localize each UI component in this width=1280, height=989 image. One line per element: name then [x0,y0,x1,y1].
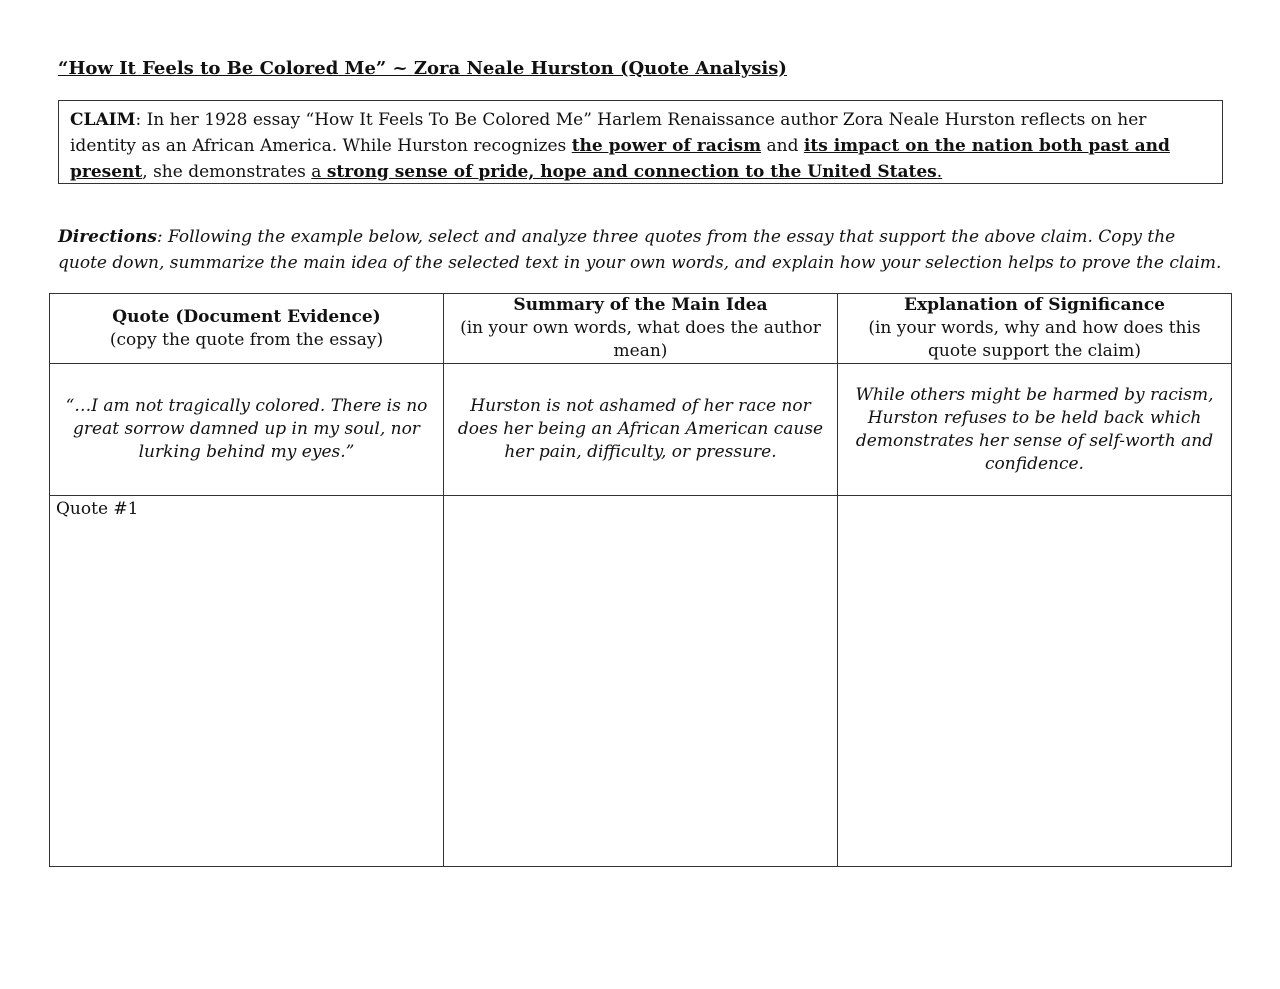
header-summary-subtitle: (in your own words, what does the author mean) [460,318,821,361]
analysis-table [49,293,1232,867]
quote-1-summary-cell[interactable] [444,496,838,867]
claim-text-1: : In her 1928 essay “How It Feels To Be Colored Me” Harlem Renaissance author Zora Neale Hurston reflects on her identity as an African America. While Hurston recognizes [70,110,1147,156]
header-summary [444,294,838,364]
claim-box [58,100,1223,184]
directions [58,224,1228,276]
quote-1-cell[interactable] [50,496,444,867]
claim-emphasis-suffix: . [936,162,943,182]
claim-text-3: , she demonstrates [142,162,312,182]
header-summary-title: Summary of the Main Idea [513,295,768,315]
claim-emphasis-racism: the power of racism [571,136,762,156]
header-quote [50,294,444,364]
page-title: “How It Feels to Be Colored Me” ~ Zora Neale Hurston (Quote Analysis) [58,58,787,79]
claim-emphasis-pride: strong sense of pride, hope and connection to the United States [326,162,937,182]
directions-text: : Following the example below, select and analyze three quotes from the essay that support the above claim. Copy the quote down, summarize the main idea of the selected text in your own words, and explain how your selection helps to prove the claim. [58,227,1222,273]
header-quote-subtitle: (copy the quote from the essay) [109,329,384,350]
claim-emphasis-prefix: a [311,162,327,182]
example-quote: “…I am not tragically colored. There is no great sorrow damned up in my soul, nor lurking behind my eyes.” [50,364,444,496]
quote-1-row [50,496,1232,867]
example-significance: While others might be harmed by racism, Hurston refuses to be held back which demonstrates her sense of self-worth and confidence. [838,364,1232,496]
header-significance-title: Explanation of Significance [903,295,1166,315]
quote-1-significance-cell[interactable] [838,496,1232,867]
header-significance [838,294,1232,364]
header-significance-subtitle: (in your words, why and how does this quote support the claim) [868,318,1201,361]
claim-text-2: and [761,136,804,156]
example-row [50,364,1232,496]
claim-label: CLAIM [70,110,136,130]
directions-label: Directions [58,227,157,247]
claim-emphasis-impact: its impact on the nation both past and present [70,136,1170,182]
example-summary: Hurston is not ashamed of her race nor does her being an African American cause her pain, difficulty, or pressure. [444,364,838,496]
quote-1-label: Quote #1 [56,499,139,519]
header-quote-title: Quote (Document Evidence) [112,306,381,327]
table-header-row [50,294,1232,364]
